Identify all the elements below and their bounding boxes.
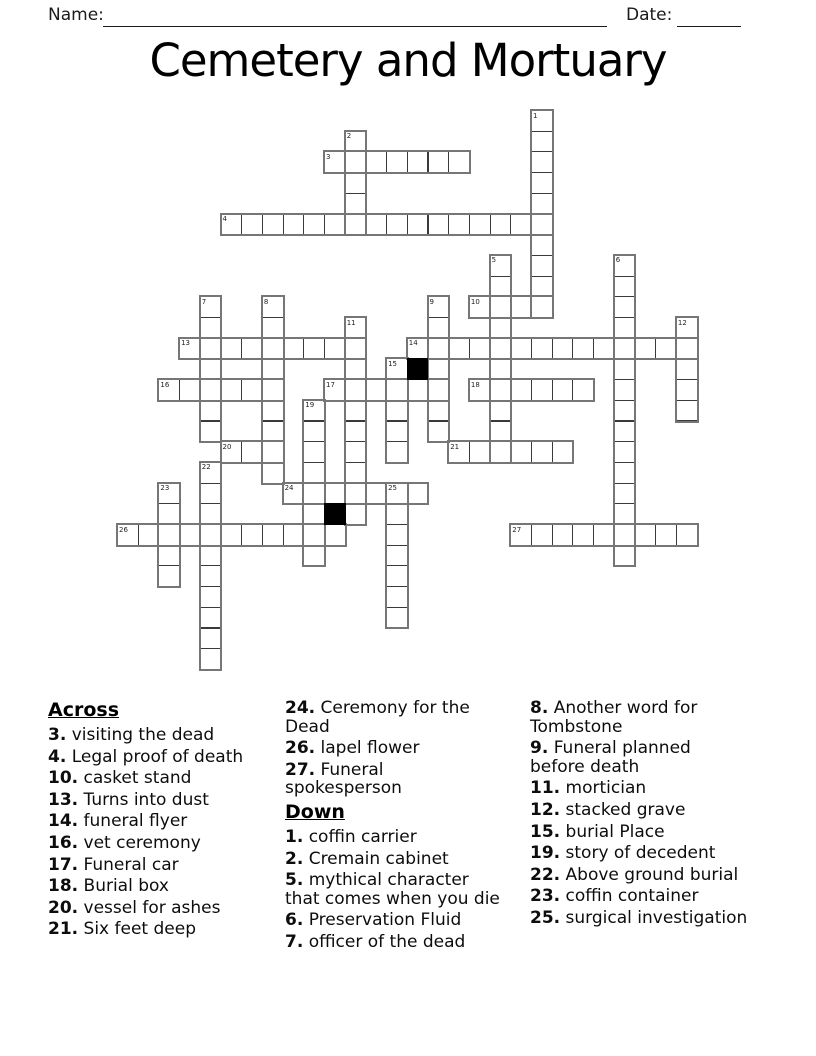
- clue-number: 22.: [530, 864, 561, 885]
- grid-cell[interactable]: [345, 400, 367, 422]
- grid-cell[interactable]: [200, 421, 222, 443]
- grid-cell[interactable]: [386, 421, 408, 443]
- grid-number-16: 16: [160, 380, 170, 389]
- grid-cell[interactable]: [200, 607, 222, 629]
- grid-cell[interactable]: [655, 338, 677, 360]
- clue-across-20: 20. vessel for ashes: [48, 897, 221, 918]
- grid-cell[interactable]: [303, 524, 325, 546]
- grid-cell[interactable]: [200, 379, 222, 401]
- grid-number-22: 22: [201, 463, 211, 472]
- grid-cell[interactable]: [614, 296, 636, 318]
- grid-cell[interactable]: [200, 545, 222, 567]
- clue-number: 7.: [285, 931, 304, 952]
- grid-cell[interactable]: [407, 151, 429, 173]
- grid-number-25: 25: [388, 484, 398, 493]
- grid-cell[interactable]: [490, 276, 512, 298]
- grid-cell[interactable]: [531, 255, 553, 277]
- clue-across-10: 10. casket stand: [48, 768, 192, 789]
- grid-cell[interactable]: [303, 545, 325, 567]
- grid-cell[interactable]: [490, 338, 512, 360]
- clue-down-2: 2. Cremain cabinet: [285, 848, 449, 869]
- grid-cell[interactable]: [469, 214, 491, 236]
- grid-cell[interactable]: [676, 524, 698, 546]
- clue-down-15: 15. burial Place: [530, 821, 665, 842]
- grid-cell[interactable]: [365, 151, 387, 173]
- clue-number: 16.: [48, 832, 79, 853]
- grid-cell[interactable]: [531, 131, 553, 153]
- clue-across-17: 17. Funeral car: [48, 854, 179, 875]
- across-heading: Across: [48, 699, 120, 721]
- grid-cell[interactable]: [138, 524, 160, 546]
- grid-number-26: 26: [119, 525, 128, 534]
- clue-down-5: 5. mythical character that comes when you die: [285, 870, 500, 909]
- grid-cell[interactable]: [614, 524, 636, 546]
- grid-cell[interactable]: [200, 317, 222, 339]
- grid-cell[interactable]: [303, 338, 325, 360]
- grid-cell[interactable]: [655, 524, 677, 546]
- grid-cell[interactable]: [262, 524, 284, 546]
- page-title: Cemetery and Mortuary: [149, 34, 667, 87]
- grid-cell[interactable]: [221, 524, 243, 546]
- grid-cell[interactable]: [531, 296, 553, 318]
- grid-cell[interactable]: [490, 296, 512, 318]
- clue-down-12: 12. stacked grave: [530, 799, 686, 820]
- clue-down-23: 23. coffin container: [530, 886, 699, 907]
- grid-cell[interactable]: [469, 441, 491, 463]
- grid-cell[interactable]: [345, 462, 367, 484]
- grid-cell[interactable]: [448, 214, 470, 236]
- clue-number: 25.: [530, 907, 561, 928]
- clue-across-16: 16. vet ceremony: [48, 832, 201, 853]
- grid-cell[interactable]: [676, 379, 698, 401]
- grid-cell[interactable]: [200, 524, 222, 546]
- grid-cell[interactable]: [386, 545, 408, 567]
- clue-down-7: 7. officer of the dead: [285, 931, 466, 952]
- grid-cell[interactable]: [345, 421, 367, 443]
- clue-down-8: 8. Another word for Tombstone: [530, 698, 698, 737]
- down-heading: Down: [285, 800, 345, 823]
- grid-number-24: 24: [284, 484, 294, 493]
- grid-cell[interactable]: [407, 214, 429, 236]
- crossword-grid: [117, 110, 737, 710]
- grid-cell[interactable]: [303, 503, 325, 525]
- grid-cell[interactable]: [552, 379, 574, 401]
- grid-cell[interactable]: [386, 151, 408, 173]
- grid-cell[interactable]: [531, 151, 553, 173]
- grid-cell[interactable]: [200, 586, 222, 608]
- clue-across-13: 13. Turns into dust: [48, 789, 209, 810]
- grid-cell[interactable]: [262, 462, 284, 484]
- clue-number: 21.: [48, 919, 79, 940]
- grid-number-15: 15: [388, 359, 398, 368]
- grid-number-8: 8: [263, 297, 269, 306]
- grid-cell[interactable]: [262, 317, 284, 339]
- clue-down-25: 25. surgical investigation: [530, 907, 748, 928]
- grid-cell[interactable]: [490, 441, 512, 463]
- grid-cell[interactable]: [572, 379, 594, 401]
- clue-number: 8.: [530, 698, 549, 718]
- grid-cell[interactable]: [386, 607, 408, 629]
- grid-cell[interactable]: [303, 462, 325, 484]
- clue-across-4: 4. Legal proof of death: [48, 746, 244, 767]
- name-input-line[interactable]: [103, 26, 607, 27]
- grid-cell[interactable]: [283, 214, 305, 236]
- grid-cell[interactable]: [365, 483, 387, 505]
- grid-cell[interactable]: [303, 421, 325, 443]
- grid-cell[interactable]: [428, 400, 450, 422]
- grid-cell[interactable]: [531, 172, 553, 194]
- grid-cell[interactable]: [158, 545, 180, 567]
- grid-cell[interactable]: [614, 338, 636, 360]
- clue-number: 11.: [530, 778, 561, 799]
- clue-number: 4.: [48, 746, 67, 767]
- clue-number: 14.: [48, 811, 79, 832]
- date-label: Date:: [626, 5, 673, 25]
- clue-number: 9.: [530, 738, 549, 759]
- grid-number-10: 10: [470, 297, 480, 306]
- grid-cell[interactable]: [614, 462, 636, 484]
- grid-cell[interactable]: [345, 151, 367, 173]
- grid-cell[interactable]: [407, 483, 429, 505]
- grid-cell[interactable]: [345, 379, 367, 401]
- grid-cell[interactable]: [407, 379, 429, 401]
- grid-number-17: 17: [326, 380, 335, 389]
- grid-cell[interactable]: [510, 296, 532, 318]
- grid-cell[interactable]: [200, 565, 222, 587]
- grid-cell[interactable]: [262, 358, 284, 380]
- grid-cell[interactable]: [386, 524, 408, 546]
- clue-number: 23.: [530, 886, 561, 907]
- grid-cell[interactable]: [324, 524, 346, 546]
- grid-cell[interactable]: [510, 338, 532, 360]
- grid-cell[interactable]: [531, 379, 553, 401]
- grid-cell[interactable]: [262, 379, 284, 401]
- clue-down-11: 11. mortician: [530, 778, 647, 799]
- grid-cell[interactable]: [158, 524, 180, 546]
- clue-across-24: 24. Ceremony for the Dead: [285, 698, 470, 737]
- clue-number: 6.: [285, 910, 304, 931]
- grid-cell[interactable]: [345, 172, 367, 194]
- grid-number-7: 7: [201, 297, 207, 306]
- grid-cell[interactable]: [448, 151, 470, 173]
- grid-cell[interactable]: [614, 421, 636, 443]
- grid-cell[interactable]: [510, 441, 532, 463]
- grid-cell[interactable]: [365, 379, 387, 401]
- grid-cell[interactable]: [428, 338, 450, 360]
- clue-number: 10.: [48, 768, 79, 789]
- grid-cell[interactable]: [386, 214, 408, 236]
- grid-cell[interactable]: [303, 214, 325, 236]
- grid-cell[interactable]: [614, 358, 636, 380]
- clue-number: 18.: [48, 876, 79, 897]
- grid-cell[interactable]: [241, 379, 263, 401]
- name-label: Name:: [48, 5, 104, 25]
- clue-across-18: 18. Burial box: [48, 876, 169, 897]
- grid-cell[interactable]: [200, 648, 222, 670]
- grid-cell[interactable]: [262, 421, 284, 443]
- clue-number: 24.: [285, 698, 316, 718]
- grid-cell[interactable]: [593, 524, 615, 546]
- clue-number: 27.: [285, 759, 316, 780]
- grid-cell[interactable]: [510, 379, 532, 401]
- grid-cell[interactable]: [365, 214, 387, 236]
- grid-cell[interactable]: [552, 524, 574, 546]
- clue-number: 13.: [48, 789, 79, 810]
- grid-cell[interactable]: [490, 214, 512, 236]
- grid-number-5: 5: [491, 256, 497, 265]
- grid-cell[interactable]: [428, 421, 450, 443]
- grid-cell[interactable]: [531, 441, 553, 463]
- grid-cell[interactable]: [200, 483, 222, 505]
- grid-cell[interactable]: [179, 379, 201, 401]
- grid-cell[interactable]: [200, 338, 222, 360]
- black-cell: [407, 358, 429, 380]
- grid-cell[interactable]: [345, 338, 367, 360]
- grid-cell[interactable]: [614, 379, 636, 401]
- grid-cell[interactable]: [241, 524, 263, 546]
- grid-number-9: 9: [429, 297, 434, 306]
- grid-cell[interactable]: [428, 151, 450, 173]
- grid-cell[interactable]: [531, 193, 553, 215]
- grid-number-1: 1: [533, 111, 538, 120]
- grid-cell[interactable]: [593, 338, 615, 360]
- clue-down-1: 1. coffin carrier: [285, 826, 417, 847]
- grid-cell[interactable]: [324, 338, 346, 360]
- grid-cell[interactable]: [428, 358, 450, 380]
- clue-column-1: [48, 699, 284, 942]
- clue-number: 15.: [530, 821, 561, 842]
- clue-across-21: 21. Six feet deep: [48, 919, 196, 940]
- clue-number: 26.: [285, 738, 316, 759]
- grid-cell[interactable]: [531, 234, 553, 256]
- grid-cell[interactable]: [324, 214, 346, 236]
- grid-cell[interactable]: [345, 503, 367, 525]
- clue-number: 17.: [48, 854, 79, 875]
- grid-cell[interactable]: [283, 524, 305, 546]
- grid-number-6: 6: [615, 256, 621, 265]
- grid-cell[interactable]: [345, 441, 367, 463]
- grid-cell[interactable]: [676, 400, 698, 422]
- grid-cell[interactable]: [324, 483, 346, 505]
- grid-number-3: 3: [326, 152, 331, 161]
- grid-cell[interactable]: [490, 400, 512, 422]
- grid-cell[interactable]: [200, 400, 222, 422]
- clue-number: 20.: [48, 897, 79, 918]
- grid-number-18: 18: [470, 380, 480, 389]
- grid-cell[interactable]: [283, 338, 305, 360]
- grid-cell[interactable]: [676, 338, 698, 360]
- grid-cell[interactable]: [614, 441, 636, 463]
- grid-cell[interactable]: [241, 214, 263, 236]
- grid-cell[interactable]: [531, 214, 553, 236]
- grid-cell[interactable]: [241, 338, 263, 360]
- grid-cell[interactable]: [635, 524, 657, 546]
- grid-number-13: 13: [181, 339, 191, 348]
- grid-cell[interactable]: [200, 503, 222, 525]
- grid-cell[interactable]: [552, 338, 574, 360]
- black-cell: [324, 503, 346, 525]
- grid-cell[interactable]: [572, 338, 594, 360]
- grid-cell[interactable]: [221, 379, 243, 401]
- grid-cell[interactable]: [469, 338, 491, 360]
- clue-across-27: 27. Funeral spokesperson: [285, 759, 402, 799]
- clue-down-9: 9. Funeral planned before death: [530, 738, 691, 777]
- grid-number-4: 4: [222, 215, 227, 223]
- grid-cell[interactable]: [221, 338, 243, 360]
- grid-cell[interactable]: [345, 193, 367, 215]
- grid-cell[interactable]: [614, 276, 636, 298]
- grid-cell[interactable]: [345, 483, 367, 505]
- clue-down-22: 22. Above ground burial: [530, 864, 739, 885]
- grid-number-27: 27: [512, 525, 522, 534]
- clue-across-3: 3. visiting the dead: [48, 725, 215, 745]
- grid-cell[interactable]: [200, 628, 222, 650]
- grid-cell[interactable]: [490, 317, 512, 339]
- clue-number: 19.: [530, 843, 561, 864]
- grid-cell[interactable]: [676, 358, 698, 380]
- clue-column-3: [530, 699, 782, 931]
- grid-cell[interactable]: [531, 338, 553, 360]
- grid-number-14: 14: [408, 339, 418, 348]
- grid-cell[interactable]: [428, 214, 450, 236]
- grid-number-19: 19: [305, 401, 315, 410]
- grid-cell[interactable]: [531, 276, 553, 298]
- clue-across-26: 26. lapel flower: [285, 738, 420, 759]
- grid-cell[interactable]: [262, 214, 284, 236]
- grid-number-12: 12: [677, 318, 687, 327]
- grid-cell[interactable]: [303, 483, 325, 505]
- date-input-line[interactable]: [677, 26, 741, 27]
- grid-cell[interactable]: [614, 317, 636, 339]
- grid-cell[interactable]: [386, 379, 408, 401]
- clue-column-2: [285, 699, 523, 955]
- grid-cell[interactable]: [200, 358, 222, 380]
- clue-across-14: 14. funeral flyer: [48, 811, 188, 832]
- grid-cell[interactable]: [262, 441, 284, 463]
- grid-cell[interactable]: [262, 338, 284, 360]
- grid-number-23: 23: [160, 484, 170, 493]
- clue-number: 3.: [48, 725, 67, 745]
- grid-cell[interactable]: [303, 441, 325, 463]
- grid-number-20: 20: [222, 442, 232, 451]
- grid-cell[interactable]: [386, 586, 408, 608]
- grid-cell[interactable]: [386, 400, 408, 422]
- clue-number: 2.: [285, 848, 304, 869]
- grid-cell[interactable]: [386, 441, 408, 463]
- grid-cell[interactable]: [635, 338, 657, 360]
- grid-cell[interactable]: [572, 524, 594, 546]
- grid-cell[interactable]: [158, 565, 180, 587]
- clue-number: 1.: [285, 826, 304, 847]
- grid-cell[interactable]: [386, 503, 408, 525]
- grid-cell[interactable]: [552, 441, 574, 463]
- grid-cell[interactable]: [345, 358, 367, 380]
- grid-cell[interactable]: [345, 214, 367, 236]
- grid-cell[interactable]: [531, 524, 553, 546]
- grid-cell[interactable]: [510, 214, 532, 236]
- grid-cell[interactable]: [614, 545, 636, 567]
- grid-cell[interactable]: [241, 441, 263, 463]
- grid-cell[interactable]: [428, 317, 450, 339]
- grid-cell[interactable]: [386, 565, 408, 587]
- grid-number-21: 21: [450, 442, 460, 451]
- grid-cell[interactable]: [614, 400, 636, 422]
- grid-cell[interactable]: [490, 421, 512, 443]
- grid-number-2: 2: [346, 132, 352, 141]
- grid-number-11: 11: [346, 318, 356, 327]
- clue-down-6: 6. Preservation Fluid: [285, 910, 462, 931]
- grid-cell[interactable]: [262, 400, 284, 422]
- grid-cell[interactable]: [490, 358, 512, 380]
- clue-down-19: 19. story of decedent: [530, 843, 716, 864]
- grid-cell[interactable]: [448, 338, 470, 360]
- clue-number: 12.: [530, 799, 561, 820]
- grid-cell[interactable]: [614, 503, 636, 525]
- grid-cell[interactable]: [490, 379, 512, 401]
- grid-cell[interactable]: [614, 483, 636, 505]
- clue-number: 5.: [285, 870, 304, 891]
- grid-cell[interactable]: [428, 379, 450, 401]
- grid-cell[interactable]: [158, 503, 180, 525]
- grid-cell[interactable]: [179, 524, 201, 546]
